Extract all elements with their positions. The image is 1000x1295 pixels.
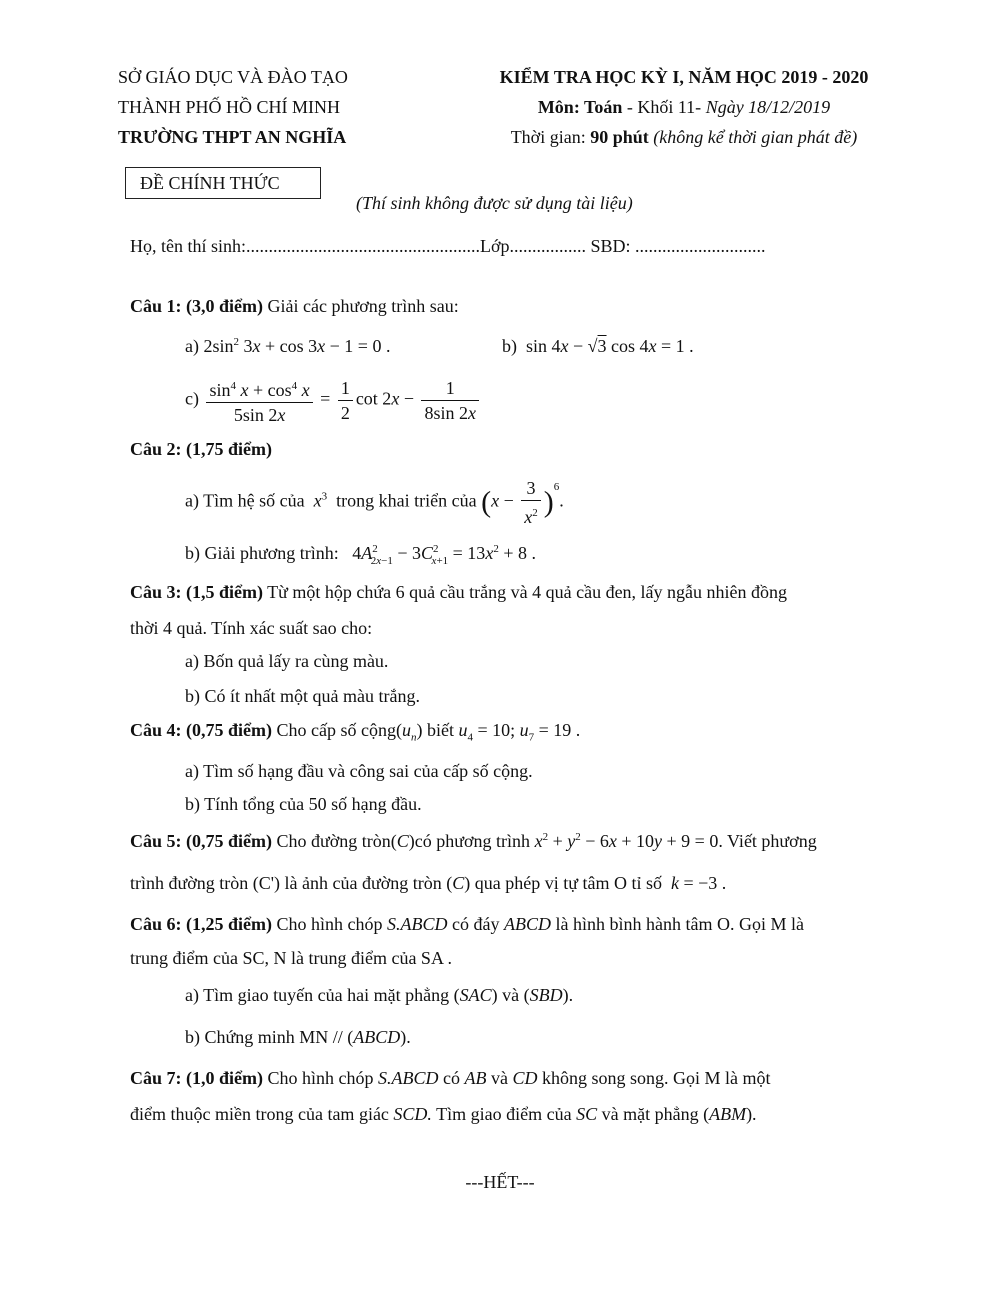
q6-label: Câu 6: (1,25 điểm) (130, 914, 272, 934)
q2-a-mid: trong khai triển của (336, 490, 477, 511)
q3-part-b: b) Có ít nhất một quả màu trắng. (185, 686, 420, 706)
exam-date: Ngày 18/12/2019 (705, 97, 831, 117)
q4-part-a: a) Tìm số hạng đầu và công sai của cấp số cộng. (185, 761, 533, 781)
school-name: TRƯỜNG THPT AN NGHĨA (118, 127, 347, 147)
question-7: Câu 7: (1,0 điểm) Cho hình chóp S.ABCD có AB và CD không song song. Gọi M là một (130, 1068, 771, 1088)
q3-text2: thời 4 quả. Tính xác suất sao cho: (130, 618, 373, 638)
exam-title: KIỂM TRA HỌC KỲ I, NĂM HỌC 2019 - 2020 (499, 67, 869, 87)
q1-text: Giải các phương trình sau: (263, 296, 459, 316)
no-materials-note: (Thí sinh không được sử dụng tài liệu) (356, 193, 633, 213)
q2-label: Câu 2: (1,75 điểm) (130, 439, 272, 459)
grade: - Khối 11- (622, 97, 706, 117)
q7-t2: có (438, 1068, 465, 1088)
q4-mid: biết (422, 720, 459, 740)
subject-label: Môn: Toán (537, 97, 623, 117)
student-info-line: Họ, tên thí sinh:....................................................Lớp................. SBD: ............................. (130, 236, 766, 256)
q6-part-a: a) Tìm giao tuyến của hai mặt phẳng (SAC) và (SBD). (185, 985, 574, 1005)
question-6: Câu 6: (1,25 điểm) Cho hình chóp S.ABCD có đáy ABCD là hình bình hành tâm O. Gọi M là (130, 914, 804, 934)
city-name: THÀNH PHỐ HỒ CHÍ MINH (118, 97, 340, 117)
question-3 (130, 582, 787, 603)
question-5: Câu 5: (0,75 điểm) Cho đường tròn(C)có phương trình $x^2 + y^2 - 6x + 10y + 9 = 0$. Viết phương (130, 831, 817, 851)
q4-label: Câu 4: (0,75 điểm) (130, 720, 272, 740)
q6-a-and: và (497, 985, 524, 1005)
q2-part-b: b) Giải phương trình: $4A^2_{2x-1} - 3C^2_{x+1} = 13x^2 + 8$ . (185, 543, 536, 567)
q7-t4: không song song. Gọi M là một (537, 1068, 771, 1088)
q5-t4: trình đường tròn (C') là ảnh của đường tròn (130, 873, 447, 893)
q1-part-b: b) sin 4x − √3 cos 4x = 1 . (502, 336, 694, 356)
time-line (470, 127, 898, 148)
q1-part-a: a) $2\sin^2$ 3x + cos 3x − 1 = 0 . (185, 336, 391, 356)
q6-t1: Cho hình chóp (272, 914, 387, 934)
q7-t5: điểm thuộc miền trong của tam giác (130, 1104, 394, 1124)
question-4: Câu 4: (0,75 điểm) Cho cấp số $cộng(u_n)$ biết $u_4 = 10$; $u_7 = 19$ . (130, 720, 581, 744)
q5-t5: qua phép vị tự tâm O tỉ số (470, 873, 667, 893)
q3-text1: Từ một hộp chứa 6 quả cầu trắng và 4 quả cầu đen, lấy ngẫu nhiên đồng (263, 582, 788, 602)
q6-t3: là hình bình hành tâm O. Gọi M là (550, 914, 804, 934)
q6-b: b) Chứng minh (185, 1027, 300, 1047)
q6-a: a) Tìm giao tuyến của hai mặt phẳng (185, 985, 454, 1005)
q7-t6: Tìm giao điểm của (431, 1104, 577, 1124)
q5-t2: có phương trình (414, 831, 535, 851)
end-marker: ---HẾT--- (465, 1172, 535, 1192)
question-1 (130, 296, 459, 317)
q3-label: Câu 3: (1,5 điểm) (130, 582, 263, 602)
q7-t7: và mặt phẳng (597, 1104, 704, 1124)
q2-a-text: a) Tìm hệ số của (185, 490, 305, 511)
q6-t2: có đáy (452, 914, 504, 934)
q6-t4: trung điểm của SC, N là trung điểm của SA . (130, 948, 452, 968)
time-value: 90 phút (590, 127, 649, 147)
q5-line2: trình đường tròn (C') là ảnh của đường tròn (C) qua phép vị tự tâm O tỉ số k = −3 . (130, 873, 727, 893)
q7-t1: Cho hình chóp (263, 1068, 378, 1088)
time-note: (không kể thời gian phát đề) (648, 127, 858, 147)
q4-text: Cho cấp số cộng (272, 720, 396, 740)
q6-part-b: b) Chứng minh MN // (ABCD). (185, 1027, 411, 1047)
q5-t1: Cho đường tròn (272, 831, 391, 851)
dept-name: SỞ GIÁO DỤC VÀ ĐÀO TẠO (118, 67, 348, 87)
time-label: Thời gian: (510, 127, 591, 147)
q7-t3: và (491, 1068, 513, 1088)
q3-part-a: a) Bốn quả lấy ra cùng màu. (185, 651, 389, 671)
q7-line2: điểm thuộc miền trong của tam giác SCD. Tìm giao điểm của SC và mặt phẳng (ABM). (130, 1104, 757, 1124)
q5-t3: . Viết phương (718, 831, 817, 851)
q1-part-c: c) $\frac{\sin^4 x + \cos^4 x}{5\sin 2x}$ = $\frac{1}{2}$ cot 2x − $\frac{1}{8\sin 2x}$ (185, 374, 482, 427)
q1-label: Câu 1: (3,0 điểm) (130, 296, 263, 316)
q2-part-a: a) Tìm hệ số của $x^3$ trong khai triển của (x − $\frac{3}{x^2}$ )$^6$. (185, 478, 564, 527)
q2-b-text: b) Giải phương trình: (185, 543, 339, 563)
official-stamp: ĐỀ CHÍNH THỨC (125, 167, 321, 199)
subject-line (470, 97, 898, 118)
q5-label: Câu 5: (0,75 điểm) (130, 831, 272, 851)
q7-label: Câu 7: (1,0 điểm) (130, 1068, 263, 1088)
q4-part-b: b) Tính tổng của 50 số hạng đầu. (185, 794, 422, 814)
